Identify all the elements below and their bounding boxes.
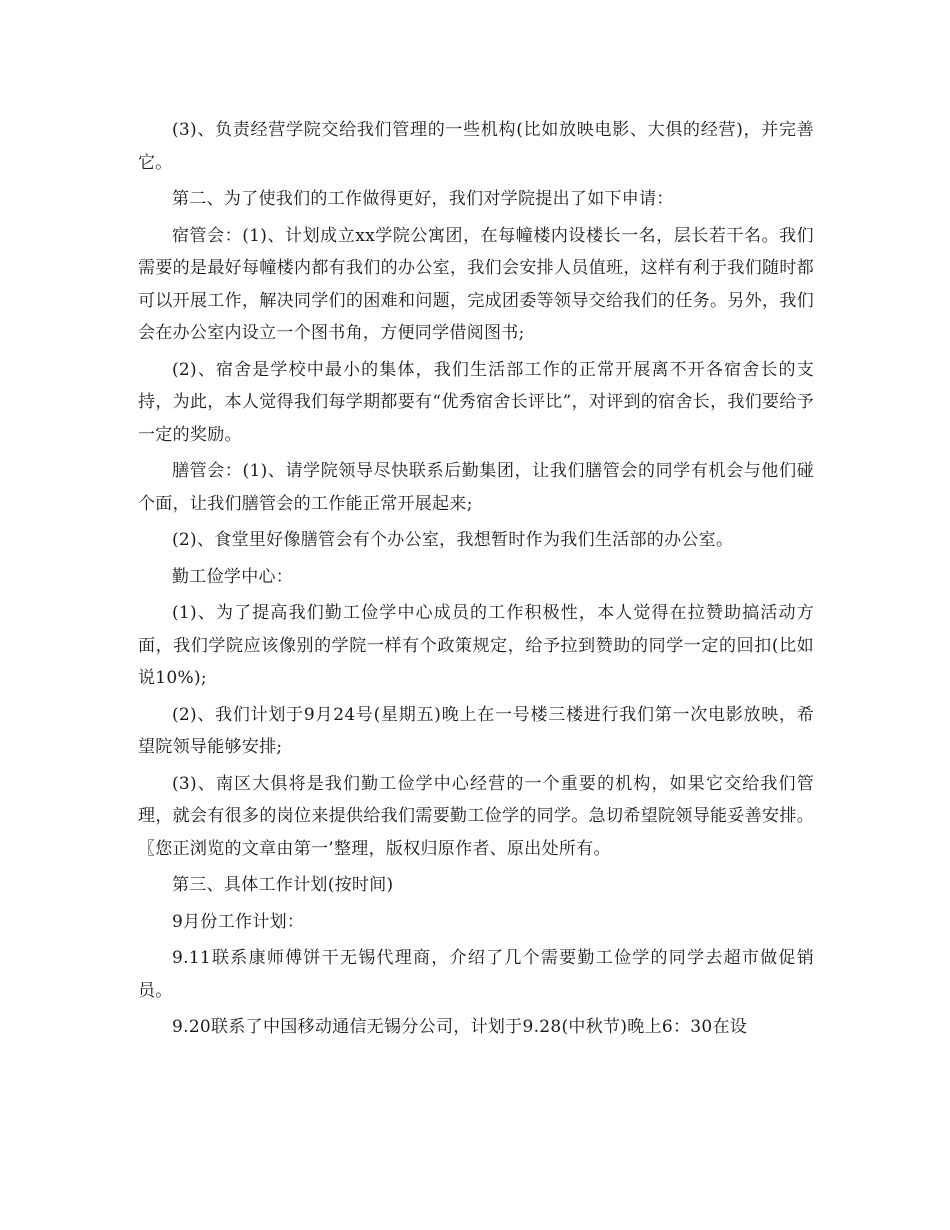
paragraph: 宿管会：(1)、计划成立xx学院公寓团，在每幢楼内设楼长一名，层长若干名。我们需要的是最好每幢楼内都有我们的办公室，我们会安排人员值班，这样有利于我们随时都可以开展工作，解决同学们的困难和问题，完成团委等领导交给我们的任务。另外，我们会在办公室内设立一个图书角，方便同学借阅图书; xyxy=(138,225,814,343)
paragraph: 9.11联系康师傅饼干无锡代理商，介绍了几个需要勤工俭学的同学去超市做促销员。 xyxy=(138,948,814,1001)
paragraph: 9.20联系了中国移动通信无锡分公司，计划于9.28(中秋节)晚上6：30在设 xyxy=(172,1017,748,1037)
paragraph: (2)、宿舍是学校中最小的集体，我们生活部工作的正常开展离不开各宿舍长的支持，为此，本人觉得我们每学期都要有“优秀宿舍长评比”，对评到的宿舍长，我们要给予一定的奖励。 xyxy=(138,359,814,445)
document-body xyxy=(138,114,814,1048)
paragraph: 第二、为了使我们的工作做得更好，我们对学院提出了如下申请： xyxy=(172,189,674,209)
paragraph: 第三、具体工作计划(按时间) xyxy=(172,875,394,895)
paragraph: (3)、南区大俱将是我们勤工俭学中心经营的一个重要的机构，如果它交给我们管理，就会有很多的岗位来提供给我们需要勤工俭学的同学。急切希望院领导能妥善安排。〖您正浏览的文章由第一’整理，版权归原作者、原出处所有。 xyxy=(138,773,814,859)
paragraph: 9月份工作计划： xyxy=(172,911,305,932)
paragraph: 膳管会：(1)、请学院领导尽快联系后勤集团，让我们膳管会的同学有机会与他们碰个面，让我们膳管会的工作能正常开展起来; xyxy=(138,461,814,514)
paragraph: (2)、我们计划于9月24号(星期五)晚上在一号楼三楼进行我们第一次电影放映，希望院领导能够安排; xyxy=(138,704,814,757)
paragraph: (3)、负责经营学院交给我们管理的一些机构(比如放映电影、大俱的经营)，并完善它。 xyxy=(138,120,814,173)
paragraph: 勤工俭学中心： xyxy=(172,566,294,587)
paragraph: (2)、食堂里好像膳管会有个办公室，我想暂时作为我们生活部的办公室。 xyxy=(172,530,734,550)
paragraph: (1)、为了提高我们勤工俭学中心成员的工作积极性，本人觉得在拉赞助搞活动方面，我们学院应该像别的学院一样有个政策规定，给予拉到赞助的同学一定的回扣(比如说10%); xyxy=(138,603,814,688)
